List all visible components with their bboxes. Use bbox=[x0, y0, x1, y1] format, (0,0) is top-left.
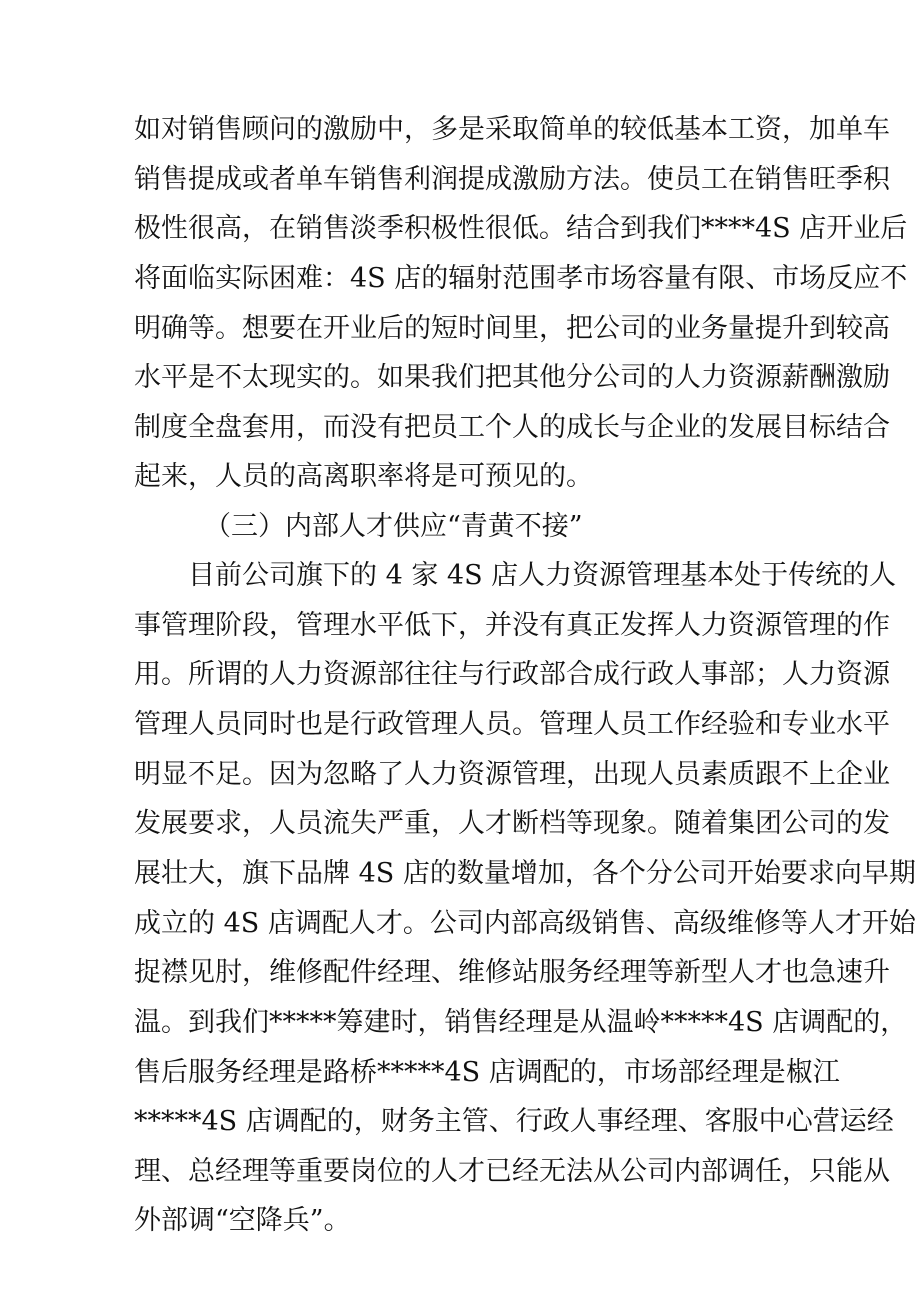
paragraph-2-line-9: 捉襟见肘，维修配件经理、维修站服务经理等新型人才也急速升 bbox=[134, 957, 890, 988]
paragraph-2-line-14: 外部调“空降兵”。 bbox=[134, 1205, 351, 1236]
paragraph-2-line-2: 事管理阶段，管理水平低下，并没有真正发挥人力资源管理的作 bbox=[134, 610, 890, 641]
paragraph-2-line-12: *****4S 店调配的，财务主管、行政人事经理、客服中心营运经 bbox=[134, 1106, 894, 1137]
paragraph-1-line-6: 水平是不太现实的。如果我们把其他分公司的人力资源薪酬激励 bbox=[134, 362, 890, 393]
paragraph-2-line-3: 用。所谓的人力资源部往往与行政部合成行政人事部；人力资源 bbox=[134, 659, 890, 690]
paragraph-2-line-11: 售后服务经理是路桥*****4S 店调配的，市场部经理是椒江 bbox=[134, 1057, 840, 1088]
paragraph-1-line-5: 明确等。想要在开业后的短时间里，把公司的业务量提升到较高 bbox=[134, 313, 890, 344]
paragraph-1-line-7: 制度全盘套用，而没有把员工个人的成长与企业的发展目标结合 bbox=[134, 412, 890, 443]
paragraph-1-line-3: 极性很高，在销售淡季积极性很低。结合到我们****4S 店开业后 bbox=[134, 213, 908, 244]
paragraph-2-line-5: 明显不足。因为忽略了人力资源管理，出现人员素质跟不上企业 bbox=[134, 759, 890, 790]
paragraph-2-line-6: 发展要求，人员流失严重，人才断档等现象。随着集团公司的发 bbox=[134, 808, 890, 839]
paragraph-2-line-4: 管理人员同时也是行政管理人员。管理人员工作经验和专业水平 bbox=[134, 709, 890, 740]
paragraph-1-line-1: 如对销售顾问的激励中，多是采取简单的较低基本工资，加单车 bbox=[134, 114, 890, 145]
paragraph-2-line-7: 展壮大，旗下品牌 4S 店的数量增加，各个分公司开始要求向早期 bbox=[134, 858, 916, 889]
paragraph-1-line-4: 将面临实际困难：4S 店的辐射范围孝市场容量有限、市场反应不 bbox=[134, 263, 908, 294]
section-heading: （三）内部人才供应“青黄不接” bbox=[204, 511, 583, 542]
paragraph-2-line-8: 成立的 4S 店调配人才。公司内部高级销售、高级维修等人才开始 bbox=[134, 908, 916, 939]
paragraph-2-line-10: 温。到我们*****筹建时，销售经理是从温岭*****4S 店调配的， bbox=[134, 1007, 908, 1038]
paragraph-2-line-1: 目前公司旗下的 4 家 4S 店人力资源管理基本处于传统的人 bbox=[188, 560, 897, 591]
paragraph-1-line-8: 起来，人员的高离职率将是可预见的。 bbox=[134, 461, 593, 492]
paragraph-2-line-13: 理、总经理等重要岗位的人才已经无法从公司内部调任，只能从 bbox=[134, 1156, 890, 1187]
paragraph-1-line-2: 销售提成或者单车销售利润提成激励方法。使员工在销售旺季积 bbox=[134, 164, 890, 195]
